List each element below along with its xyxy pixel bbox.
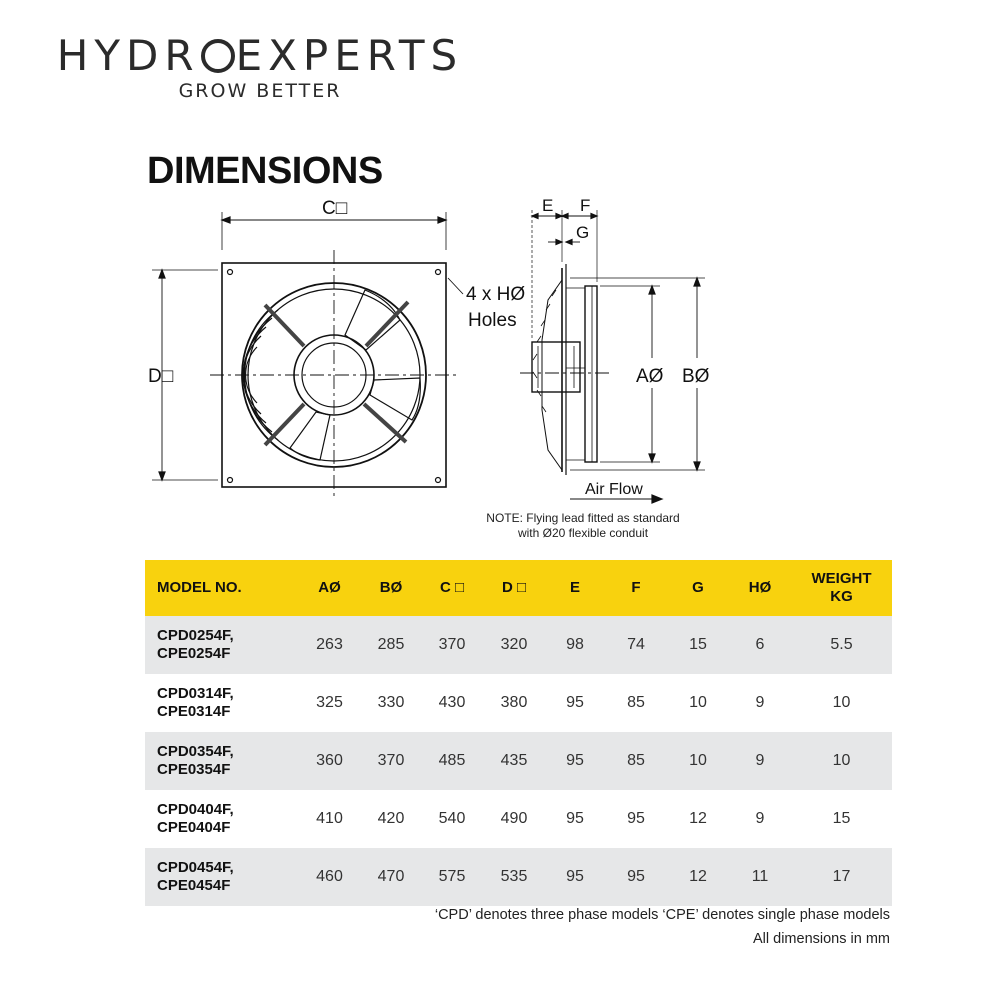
header-a: AØ [298,560,361,616]
cell-d: 490 [500,810,528,827]
brand-tagline: GROW BETTER [178,80,342,102]
cell-g: 15 [667,616,729,674]
brand-name-part-2: EXPERTS [235,31,464,80]
cell-c: 370 [421,616,483,674]
dimensions-table [145,560,892,906]
cell-h: 9 [755,694,765,711]
footnote-units: All dimensions in mm [753,931,890,947]
brand-logo [40,31,480,102]
table-row [145,616,892,674]
header-weight [791,560,892,616]
header-model: MODEL NO. [145,560,298,616]
cell-h: 6 [729,616,791,674]
cell-h: 9 [755,810,765,827]
cell-b: 420 [377,810,405,827]
cell-b: 285 [361,616,421,674]
header-h: HØ [729,560,791,616]
model-line-2: CPE0454F [157,877,231,894]
corner-hole-bl [228,478,233,483]
cell-model [145,674,298,732]
header-f: F [605,560,667,616]
cell-f: 95 [605,848,667,906]
cell-f: 74 [605,616,667,674]
table-row [145,790,892,848]
cell-c: 540 [438,810,466,827]
table-row [145,848,892,906]
brand-name-part-1: HYDR [56,31,200,80]
model-line-1: CPD0354F, [157,743,234,760]
cell-weight: 5.5 [791,616,892,674]
cell-a: 325 [316,694,343,711]
cell-model [145,790,298,848]
header-weight-line-2: KG [830,588,853,605]
side-view-cone [542,280,562,470]
page-title: DIMENSIONS [147,150,383,192]
fan-dimension-drawing [130,190,730,510]
label-c: C□ [322,198,348,219]
header-e: E [545,560,605,616]
header-d: D □ [483,560,545,616]
model-line-2: CPE0254F [157,645,231,662]
cell-b: 330 [377,694,405,711]
cell-c: 575 [421,848,483,906]
label-b: BØ [682,366,710,387]
corner-hole-br [436,478,441,483]
cell-e: 98 [545,616,605,674]
cell-model [145,732,298,790]
label-a: AØ [636,366,664,387]
model-line-1: CPD0314F, [157,685,234,702]
note-line-2: with Ø20 flexible conduit [517,526,649,540]
cell-f: 85 [627,694,645,711]
cell-d: 535 [483,848,545,906]
airflow-label: Air Flow [585,481,643,498]
cell-model [145,616,298,674]
cell-g: 12 [667,848,729,906]
side-view-blade-ring [585,286,597,462]
cell-weight: 10 [791,732,892,790]
corner-hole-tr [436,270,441,275]
header-b: BØ [361,560,421,616]
label-e: E [542,196,554,215]
cell-e: 95 [545,848,605,906]
cell-a: 360 [298,732,361,790]
label-d: D□ [148,366,174,387]
cell-d: 435 [483,732,545,790]
cell-a: 263 [298,616,361,674]
label-f: F [580,196,591,215]
header-c: C □ [421,560,483,616]
brand-o-ring-icon [201,39,235,73]
cell-g: 10 [689,694,707,711]
cell-d: 380 [500,694,528,711]
drawing-note [468,511,698,541]
brand-name [40,31,480,80]
model-line-1: CPD0404F, [157,801,234,818]
cell-e: 95 [545,732,605,790]
cell-c: 430 [438,694,466,711]
cell-d: 320 [483,616,545,674]
header-weight-line-1: WEIGHT [811,570,872,587]
model-line-1: CPD0254F, [157,627,234,644]
note-line-1: NOTE: Flying lead fitted as standard [486,511,680,525]
cell-f: 95 [627,810,645,827]
table-header-row [145,560,892,616]
footnote-phase: ‘CPD’ denotes three phase models ‘CPE’ denotes single phase models [434,907,890,923]
side-view-motor [532,342,580,392]
model-line-2: CPE0404F [157,819,231,836]
header-g: G [667,560,729,616]
cell-g: 12 [689,810,707,827]
corner-hole-tl [228,270,233,275]
cell-c: 485 [421,732,483,790]
cell-h: 11 [729,848,791,906]
model-line-1: CPD0454F, [157,859,234,876]
model-line-2: CPE0354F [157,761,231,778]
cell-e: 95 [566,810,584,827]
holes-label-line-2: Holes [468,310,517,331]
cell-h: 9 [729,732,791,790]
cell-model [145,848,298,906]
cell-e: 95 [566,694,584,711]
holes-label-line-1: 4 x HØ [466,284,526,305]
table-row [145,674,892,732]
model-line-2: CPE0314F [157,703,231,720]
cell-weight: 10 [832,694,851,711]
label-g: G [576,223,590,242]
cell-f: 85 [605,732,667,790]
table-row [145,732,892,790]
cell-a: 460 [298,848,361,906]
cell-a: 410 [316,810,343,827]
cell-b: 470 [361,848,421,906]
cell-b: 370 [361,732,421,790]
fan-blade [290,412,330,460]
cell-g: 10 [667,732,729,790]
cell-weight: 15 [832,810,851,827]
cell-weight: 17 [791,848,892,906]
